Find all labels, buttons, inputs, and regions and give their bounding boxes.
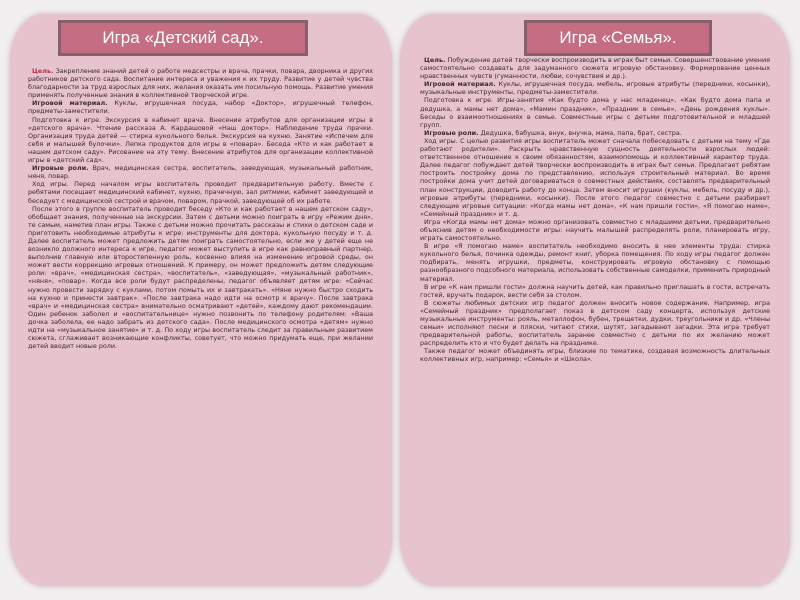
paragraph bbox=[420, 347, 770, 363]
paragraph bbox=[28, 116, 373, 165]
paragraph-text: Также педагог может объединять игры, близкие по тематике, создавая возможность длительных коллективных игр, например: «Семья» и «Школа». bbox=[420, 347, 770, 364]
paragraph-text: Куклы, игрушечная посуда, мебель, игровые атрибуты (передники, косынки), музыкальные инструменты, предметы-заместители. bbox=[420, 80, 770, 97]
paragraph-text: Игра «Когда мамы нет дома» можно организовать совместно с младшими детьми, предварительно объяснив детям о необходимости игры: научить малышей распределять роли, планировать игру, играть самостоятельно. bbox=[420, 217, 770, 243]
paragraph-text: Куклы, игрушечная посуда, набор «Доктор», игрушечный телефон, предметы-заместители. bbox=[28, 99, 373, 116]
paragraph-text: После этого в группе воспитатель проводит беседу «Кто и как работает в нашем детском саду», обобщает знания, полученные на экскурсии. Затем с детьми можно поиграть в игру «Режим дня», те самым, наметив план игры. Также с детьми можно прочитать рассказы и стихи о детском саде и приготовить необходимые атрибуты к игре: инструменты для доктора, кукольную посуду и т. д. Далее воспитатель может предложить детям поиграть самостоятельно, если же у детей еще не возникло должного интереса к игре, педагог может выступить в игре как равноправный партнер, выполнив главную или второстепенную роль, косвенно влияя на изменение игровой среды, он может вести коррекцию игровых отношений. К примеру, он может предложить детям следующие роли: «врач», «медицинская сестра», «воспитатель», «заведующая», «музыкальный работник», «няня», «повар». Когда все роли будут распределены, педагог объявляет детям игре: «Сейчас нужно провести зарядку с куклами, потом помыть их и завтракать». «Няне нужно быстро сходить на кухню и принести завтрак». «После завтрака надо идти на осмотр к врачу». После завтрака «врач» и «медицинская сестра» внимательно осматривают «детей», каждому дают рекомендации. Один ребенок заболел и «воспитательнице» нужно позвонить по телефону родителям: «Ваша дочка заболела, ее надо забрать из детского сада». После медицинского осмотра «детям» нужно идти на «музыкальное занятие» и т. д. По ходу игры воспитатель следит за правильным развитием сюжета, сглаживает возникающие конфликты, советует, что можно придумать еще, при желании детей вводит новые роли. bbox=[28, 204, 373, 351]
paragraph-label: Игровой материал. bbox=[424, 80, 496, 89]
paragraph-text: Дедушка, бабушка, внук, внучка, мама, папа, брат, сестра. bbox=[478, 128, 682, 137]
paragraph bbox=[420, 96, 770, 128]
paragraph-text: В игре «К нам пришли гости» должна научить детей, как правильно приглашать в гости, встречать гостей, вручать подарок, вести себя за столом. bbox=[420, 282, 770, 299]
left-card-title: Игра «Детский сад». bbox=[58, 20, 308, 56]
paragraph bbox=[28, 99, 373, 115]
paragraph-text: Врач, медицинская сестра, воспитатель, заведующая, музыкальный работник, няня, повар. bbox=[28, 164, 373, 181]
paragraph-text: Закрепление знаний детей о работе медсестры и врача, прачки, повара, дворника и других работников детского сада. Воспитание интереса и уважения к их труду. Развитие у детей чувства благодарности за труд взрослых для них, желания оказать им посильную помощь. Развитие умения применять полученные знания в коллективной творческой игре. bbox=[28, 67, 373, 100]
paragraph bbox=[420, 283, 770, 299]
paragraph-text: В игре «Я помогаю маме» воспитатель необходимо вносить в нее элементы труда: стирка кукольного белья, починка одежды, ремонт книг, уборка помещения. По ходу игры педагог должен подбирать, менять игрушки, предметы, конструировать игровую обстановку с помощью разнообразного подсобного материала, использовать собственные самоделки, применить природный материал. bbox=[420, 242, 770, 283]
left-game-card bbox=[10, 14, 392, 586]
paragraph-text: В сюжеты любимых детских игр педагог должен вносить новое содержание. Например, игра «Семейный праздник» предполагает показ в детском саду концерта, используя детские музыкальные инструменты: рояль, металлофон, бубен, трещетки, дудки, треугольники и др. «Члены семьи» исполняют песни и пляски, читают стихи, шутят, загадывают загадки. Эта игра требует предварительной работы, воспитатель заранее совместно с детьми по их желанию может распределить кто и что будет делать на празднике. bbox=[420, 298, 770, 348]
paragraph-label: Игровые роли. bbox=[424, 128, 479, 137]
paragraph-label: Цель. bbox=[424, 56, 446, 64]
paragraph bbox=[420, 137, 770, 218]
right-card-title: Игра «Семья». bbox=[524, 20, 712, 56]
paragraph-text: Подготовка к игре. Игры-занятия «Как будто дома у нас младенец», «Как будто дома папа и дедушка, а мамы нет дома», «Мамин праздник», «Праздник в семье», «День рождения куклы». Беседы о взаимоотношениях в семье. Совместные игры с детьми подготовительной и младшей групп. bbox=[420, 96, 770, 129]
paragraph bbox=[28, 180, 373, 204]
paragraph-text: Ход игры. С целью развития игры воспитатель может сначала побеседовать с детьми на тему «Где работают родители». Раскрыть нравственную сущность деятельности взрослых людей: ответственное отношение к своим обязанностям, взаимопомощь и коллективный характер труда. Далее педагог побуждает детей творчески воспроизводить в играх быт семьи. Предлагает ребятам построить постройку дома по представлению, используя строительный материал. Во время постройки дома учит детей договариваться о совместных действиях, составлять предварительный план конструкции, доводить работу до конца. Затем вносит игрушки (куклы, мебель, посуду и др.), игровые атрибуты (передники, косынки). После этого педагог совместно с детьми разбирает следующие игровые ситуации: «Когда мамы нет дома», «К нам пришли гости», «Я помогаю маме», «Семейный праздник» и т. д. bbox=[420, 136, 770, 218]
paragraph bbox=[420, 80, 770, 96]
paragraph-label: Цель. bbox=[32, 67, 54, 75]
paragraph bbox=[420, 242, 770, 282]
paragraph bbox=[28, 205, 373, 351]
paragraph bbox=[28, 164, 373, 180]
paragraph-text: Побуждение детей творчески воспроизводить в играх быт семьи. Совершенствование умения самостоятельно создавать для задуманного сюжета игровую обстановку. Формирование ценных нравственных чувств (гуманности, любви, сочувствия и др.). bbox=[420, 56, 770, 81]
paragraph bbox=[420, 299, 770, 348]
right-card-text bbox=[420, 56, 770, 364]
left-card-text bbox=[28, 67, 373, 350]
paragraph bbox=[420, 218, 770, 242]
paragraph-label: Игровой материал. bbox=[32, 99, 108, 108]
paragraph-text: Ход игры. Перед началом игры воспитатель проводит предварительную работу. Вместе с ребятами посещает медицинский кабинет, кухню, прачечную, зал ритмики, кабинет заведующей и беседует с медицинской сестрой и врачом, поваром, прачкой, заведующей об их работе. bbox=[28, 180, 373, 205]
paragraph-label: Игровые роли. bbox=[32, 164, 89, 173]
paragraph bbox=[420, 129, 770, 137]
paragraph bbox=[420, 56, 770, 80]
paragraph bbox=[28, 67, 373, 99]
paragraph-text: Подготовка к игре. Экскурсия в кабинет врача. Внесение атрибутов для организации игры в «детского врача». Чтение рассказа А. Кардашовой «Наш доктор». Наблюдение труда прачки. Организация труда детей — стирка кукольного белья. Экскурсия на кухню. Занятие «Испечем для себя и малышей булочки». Лепка продуктов для игры в «повара». Беседа «Кто и как работает в нашем детском саду». Рисование на эту тему. Внесение атрибутов для организации коллективной игры в «детский сад». bbox=[28, 115, 373, 165]
right-game-card bbox=[400, 14, 790, 586]
